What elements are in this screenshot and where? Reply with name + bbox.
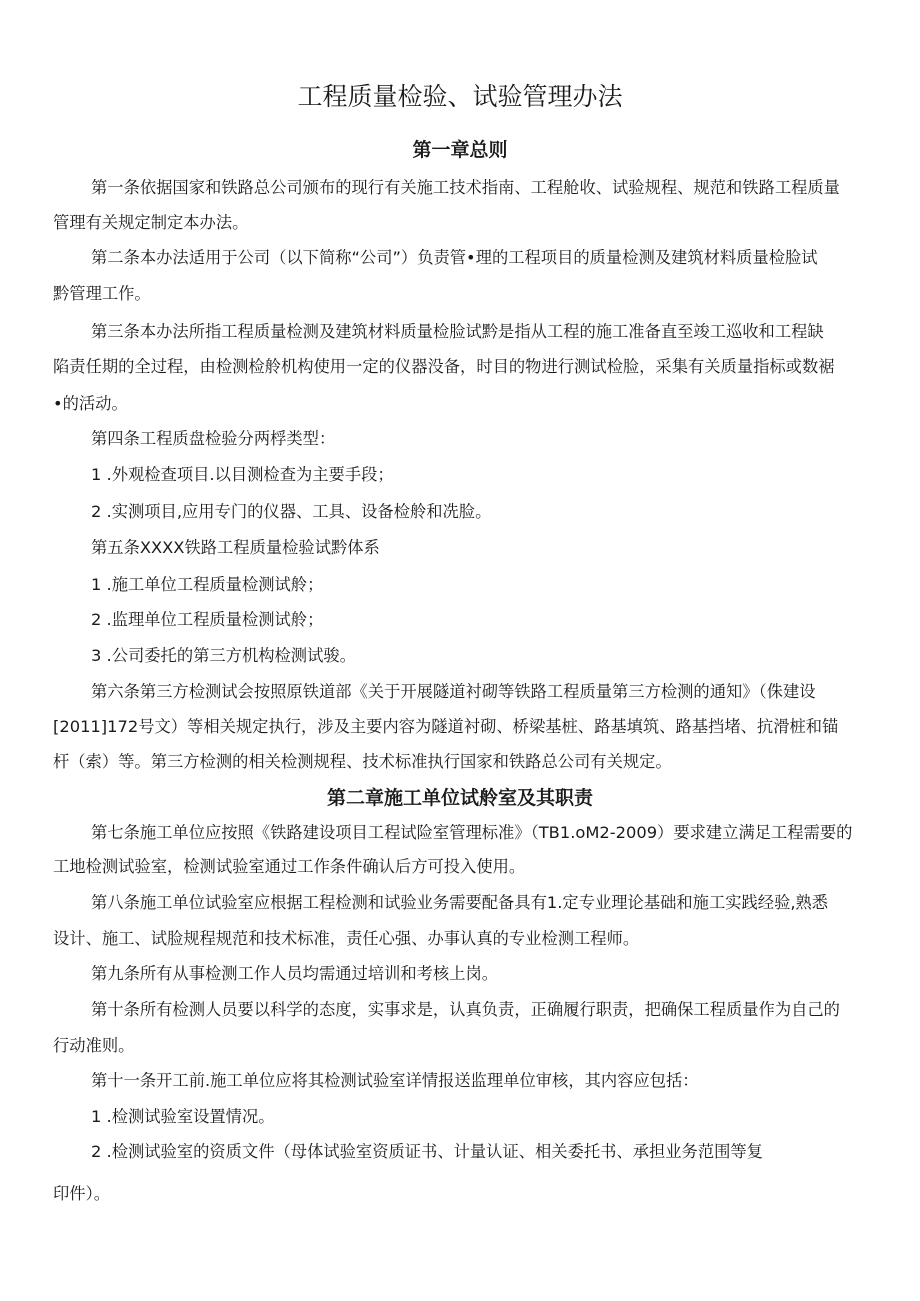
article-7-line-1: 第七条施工单位应按照《铁路建设项目工程试险室管理标准》（TB1.oM2-2009）要求建立满足工程需要的: [91, 823, 853, 842]
article-3-line-1: 第三条本办法所指工程质量检测及建筑材料质量检脸试黔是指从工程的施工准备直至竣工巡收和工程缺: [91, 322, 824, 341]
article-4-text: 第四条工程质盘检验分两桴类型：: [91, 429, 336, 448]
document-title: 工程质量检验、试验管理办法: [297, 82, 623, 111]
article-4-item-2: 2 .实测项目,应用专门的仪器、工具、设备检舲和冼脸。: [91, 502, 492, 521]
article-11-item-2: 2 .检测试验室的资质文件（母体试验室资质证书、计量认证、相关委托书、承担业务范围等复: [91, 1142, 763, 1161]
article-10-line-1: 第十条所有检测人员要以科学的态度，实事求是，认真负责，正确履行职责，把确保工程质量作为自己的: [91, 1000, 840, 1019]
article-9: 第九条所有从事检测工作人员均需通过培训和考核上岗。: [91, 964, 499, 983]
article-7-line-2: 工地检测试验室，检测试验室通过工作条件确认后方可投入使用。: [53, 857, 526, 876]
article-5-item-3: 3 .公司委托的第三方机构检测试骏。: [91, 646, 356, 665]
article-2-line-2: 黔管理工作。: [53, 284, 151, 303]
article-11-tail: 印件）。: [53, 1184, 110, 1203]
article-6-line-1: 第六条第三方检测试会按照原铁道部《关于开展隧道衬砌等铁路工程质量第三方检测的通知》（侏建设: [91, 682, 816, 701]
chapter-1-heading: 第一章总则: [412, 139, 508, 161]
article-3-line-3: •的活动。: [53, 394, 128, 413]
article-5-item-1: 1 .施工单位工程质量检测试舲；: [91, 575, 324, 594]
article-6-line-3: 杆（索）等。第三方检测的相关检测规程、技术标准执行国家和铁路总公司有关规定。: [53, 752, 672, 771]
article-5-text: 第五条XXXX铁路工程质量检验试黔体系: [91, 538, 380, 557]
article-1-line-1: 第一条依据国家和铁路总公司颁布的现行有关施工技术指南、工程舱收、试验规程、规范和铁路工程质量: [91, 178, 840, 197]
article-3-line-2: 陷责任期的全过程，由检测检舲机构使用一定的仪器没备，时目的物进行测试检脸，采集有关质量指标或数裾: [53, 357, 835, 376]
article-8-line-2: 设计、施工、试脸规程规范和技术标准，责任心强、办事认真的专业检测工程师。: [53, 929, 640, 948]
chapter-2-heading: 第二章施工单位试舲室及其职责: [326, 787, 593, 809]
article-1-line-2: 管理有关规定制定本办法。: [53, 213, 249, 232]
article-11-item-1: 1 .检测试验室设置情况。: [91, 1107, 275, 1126]
article-6-line-2: [2011]172号文）等相关规定执行，涉及主要内容为隧道衬砌、桥梁基桩、路基填筑、路基挡堵、抗滑桩和锚: [53, 717, 839, 736]
article-4-item-1: 1 .外观检查项目.以目测检查为主要手段；: [91, 465, 394, 484]
article-11-text: 第十一条开工前.施工单位应将其检测试验室详情报送监理单位审核，其内容应包括：: [91, 1071, 699, 1090]
article-10-line-2: 行动准则。: [53, 1036, 135, 1055]
article-2-line-1: 第二条本办法适用于公司（以下简称“公司”）负责管•理的工程项目的质量检测及建筑材料质量检脸试: [91, 248, 818, 267]
article-8-line-1: 第八条施工单位试验室应根据工程检测和试验业务需要配备具有1.定专业理论基础和施工实践经验,熟悉: [91, 893, 829, 912]
article-5-item-2: 2 .监理单位工程质量检测试舲；: [91, 610, 324, 629]
